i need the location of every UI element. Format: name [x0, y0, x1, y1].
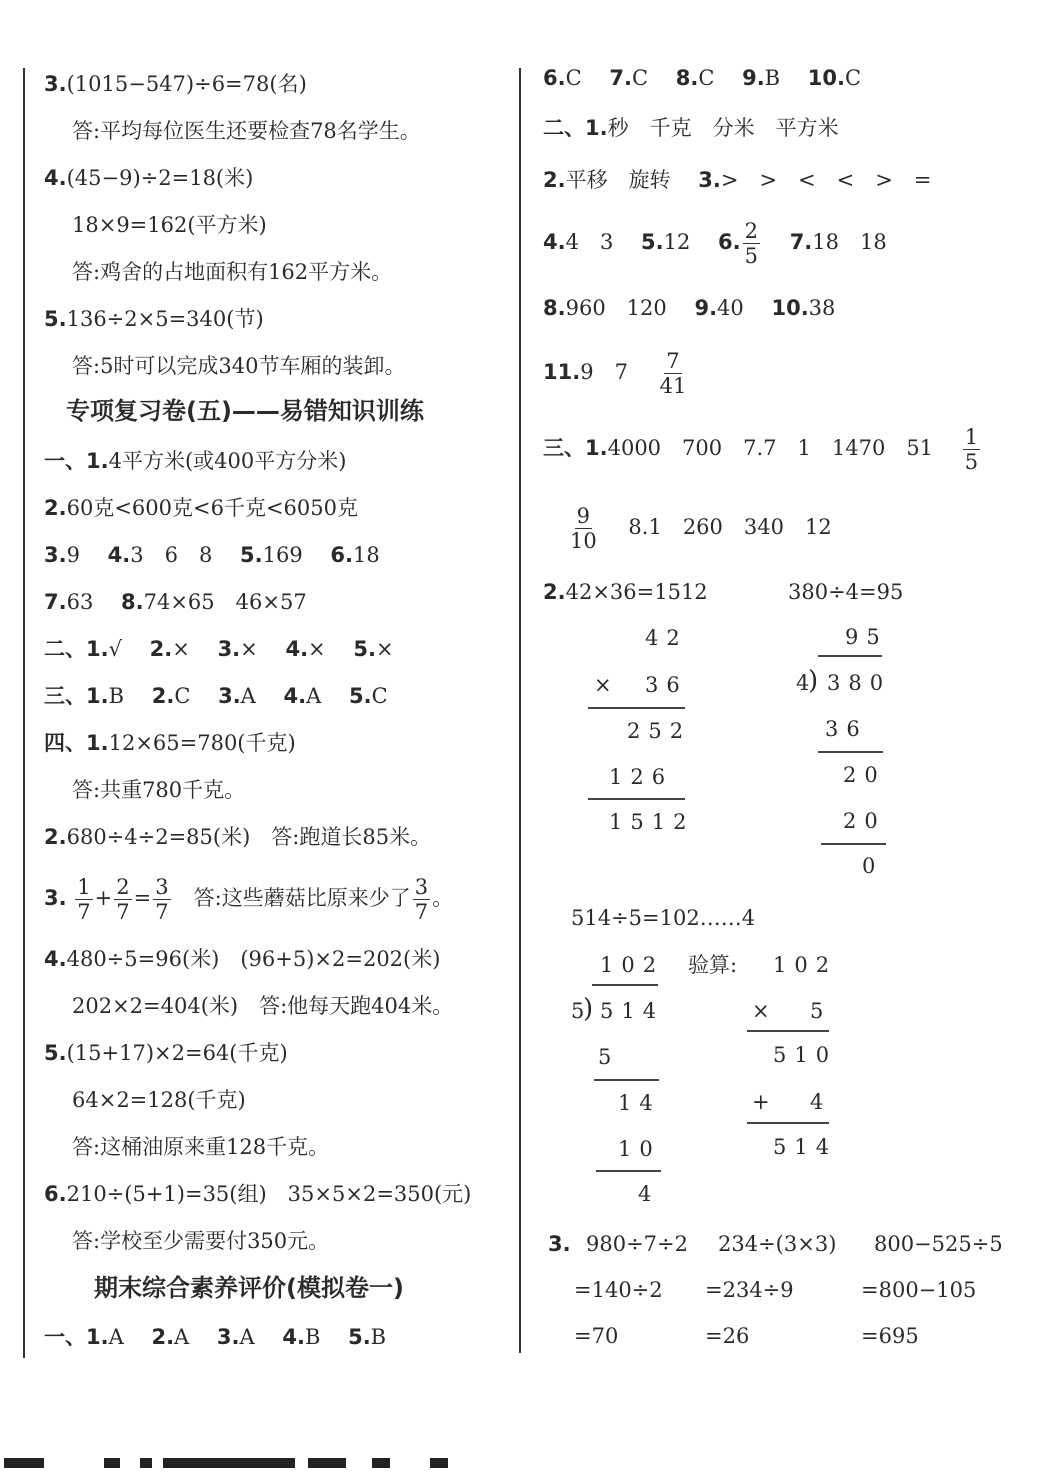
- calc-3-step-2: =800−105: [861, 1278, 977, 1302]
- div1-bracket: ): [808, 666, 819, 696]
- div2-sub-2: 10: [618, 1137, 661, 1161]
- bottom-mark: [104, 1458, 120, 1468]
- mult-partial-1: 252: [627, 719, 692, 743]
- div2-line-1: [594, 1079, 659, 1081]
- column-divider: [519, 68, 521, 1353]
- mult-line-1: [588, 707, 685, 709]
- right-line-11: 3.: [548, 1232, 571, 1256]
- calc-1-step-1: 980÷7÷2: [586, 1232, 688, 1256]
- left-line-19: 202×2=404(米) 答:他每天跑404米。: [72, 994, 454, 1018]
- fraction: $\frac{7}{41}$: [659, 349, 687, 398]
- right-line-7: 三、1.4000 700 7.7 1 1470 51 $\frac{1}{5}$: [543, 425, 979, 474]
- left-line-11: 7.63 8.74×65 46×57: [44, 590, 307, 614]
- right-line-9: 2.42×36=1512: [543, 580, 708, 604]
- div2-bracket: ): [583, 994, 594, 1024]
- right-line-6: 11.9 7 $\frac{7}{41}$: [543, 349, 687, 398]
- bottom-mark: [163, 1458, 295, 1468]
- check-top: 102: [773, 953, 838, 977]
- bottom-mark: [430, 1458, 448, 1468]
- left-line-2: 答:平均每位医生还要检查78名学生。: [72, 119, 421, 143]
- bottom-mark: [308, 1458, 346, 1468]
- calc-1-step-3: =70: [574, 1324, 619, 1348]
- div1-sub-1: 36: [825, 717, 868, 741]
- left-line-23: 6.210÷(5+1)=35(组) 35×5×2=350(元): [44, 1182, 472, 1206]
- fraction: $\frac{1}{5}$: [964, 425, 979, 474]
- div1-line-1: [818, 751, 883, 753]
- left-line-18: 4.480÷5=96(米) (96+5)×2=202(米): [44, 947, 441, 971]
- left-line-5: 答:鸡舍的占地面积有162平方米。: [72, 260, 393, 284]
- left-line-15: 答:共重780千克。: [72, 778, 246, 802]
- left-line-12: 二、1.√ 2.× 3.× 4.× 5.×: [44, 637, 394, 661]
- div1-rem-1: 20: [843, 763, 886, 787]
- right-line-4: 4.4 3 5.12 6. $\frac{2}{5}$ 7.18 18: [543, 219, 887, 268]
- div2-divisor: 5: [571, 999, 585, 1023]
- mult-row-2: 36: [645, 673, 688, 697]
- check-mult: 5: [810, 999, 824, 1023]
- fraction: $\frac{3}{7}$: [155, 875, 169, 924]
- check-line-1: [747, 1030, 829, 1032]
- left-line-20: 5.(15+17)×2=64(千克): [44, 1041, 288, 1065]
- mult-result: 1512: [609, 810, 695, 834]
- div1-dividend: 380: [827, 671, 892, 695]
- left-line-10: 3.9 4.3 6 8 5.169 6.18: [44, 543, 380, 567]
- left-line-22: 答:这桶油原来重128千克。: [72, 1135, 330, 1159]
- right-line-8: $\frac{9}{10}$ 8.1 260 340 12: [570, 504, 832, 553]
- left-line-6: 5.136÷2×5=340(节): [44, 307, 264, 331]
- div2-sub-1: 5: [598, 1045, 620, 1069]
- calc-2-step-3: =26: [705, 1324, 750, 1348]
- left-line-17: 3. $\frac{1}{7}$ + $\frac{2}{7}$ = $\frac{3}{7}$ 答:这些蘑菇比原来少了 $\frac{3}{7}$ 。: [44, 875, 454, 924]
- div2-quotient: 102: [600, 953, 665, 977]
- left-line-8: 一、1.4平方米(或400平方分米): [44, 449, 347, 473]
- div1-quotient: 95: [845, 625, 888, 649]
- fraction: $\frac{1}{7}$: [77, 875, 91, 924]
- mult-partial-2: 126: [609, 765, 674, 789]
- left-line-9: 2.60克<600克<6千克<6050克: [44, 496, 358, 520]
- calc-1-step-2: =140÷2: [574, 1278, 663, 1302]
- left-line-14: 四、1.12×65=780(千克): [44, 731, 296, 755]
- div2-line-2: [596, 1170, 661, 1172]
- left-line-25: 一、1.A 2.A 3.A 4.B 5.B: [44, 1325, 387, 1349]
- calc-3-step-1: 800−525÷5: [874, 1232, 1003, 1256]
- calc-2-step-1: 234÷(3×3): [718, 1232, 837, 1256]
- mult-operator: ×: [594, 673, 612, 697]
- calc-2-step-2: =234÷9: [705, 1278, 794, 1302]
- fraction: $\frac{2}{7}$: [116, 875, 130, 924]
- check-label: 验算:: [688, 953, 738, 977]
- div1-bracket-top: [818, 655, 882, 657]
- mult-line-2: [588, 798, 685, 800]
- check-result: 514: [773, 1135, 838, 1159]
- check-product: 510: [773, 1043, 838, 1067]
- div1-remainder: 0: [862, 854, 884, 878]
- div1-divisor: 4: [796, 671, 810, 695]
- left-line-16: 2.680÷4÷2=85(米) 答:跑道长85米。: [44, 825, 432, 849]
- left-line-1: 3.(1015−547)÷6=78(名): [44, 72, 307, 96]
- left-line-4: 18×9=162(平方米): [72, 213, 267, 237]
- check-plus: +: [752, 1090, 770, 1114]
- right-line-10: 514÷5=102……4: [571, 906, 756, 930]
- check-line-2: [747, 1122, 829, 1124]
- section-heading-1: 专项复习卷(五)——易错知识训练: [66, 397, 424, 425]
- left-line-7: 答:5时可以完成340节车厢的装卸。: [72, 354, 406, 378]
- div2-dividend: 514: [600, 999, 665, 1023]
- left-line-24: 答:学校至少需要付350元。: [72, 1229, 330, 1253]
- fraction: $\frac{2}{5}$: [744, 219, 758, 268]
- div1-line-2: [821, 843, 886, 845]
- div1-sub-2: 20: [843, 809, 886, 833]
- right-line-3: 2.平移 旋转 3.> > < < > =: [543, 168, 932, 192]
- fraction: $\frac{3}{7}$: [414, 875, 429, 924]
- mult-row-1: 42: [645, 626, 688, 650]
- right-line-5: 8.960 120 9.40 10.38: [543, 296, 836, 320]
- bottom-mark: [140, 1458, 152, 1468]
- check-add: 4: [810, 1090, 824, 1114]
- section-heading-2: 期末综合素养评价(模拟卷一): [94, 1274, 404, 1302]
- bottom-mark: [372, 1458, 390, 1468]
- right-line-1: 6.C 7.C 8.C 9.B 10.C: [543, 66, 862, 90]
- div2-bracket-top: [592, 984, 658, 986]
- left-line-3: 4.(45−9)÷2=18(米): [44, 166, 254, 190]
- calc-3-step-3: =695: [861, 1324, 919, 1348]
- right-line-9b: 380÷4=95: [788, 580, 904, 604]
- bottom-mark: [4, 1458, 44, 1468]
- left-margin-rule: [23, 68, 25, 1358]
- left-line-13: 三、1.B 2.C 3.A 4.A 5.C: [44, 684, 388, 708]
- check-op: ×: [752, 999, 770, 1023]
- left-line-21: 64×2=128(千克): [72, 1088, 246, 1112]
- div2-rem-1: 14: [618, 1091, 661, 1115]
- div2-remainder: 4: [638, 1182, 660, 1206]
- fraction: $\frac{9}{10}$: [570, 504, 597, 553]
- right-line-2: 二、1.秒 千克 分米 平方米: [543, 116, 839, 140]
